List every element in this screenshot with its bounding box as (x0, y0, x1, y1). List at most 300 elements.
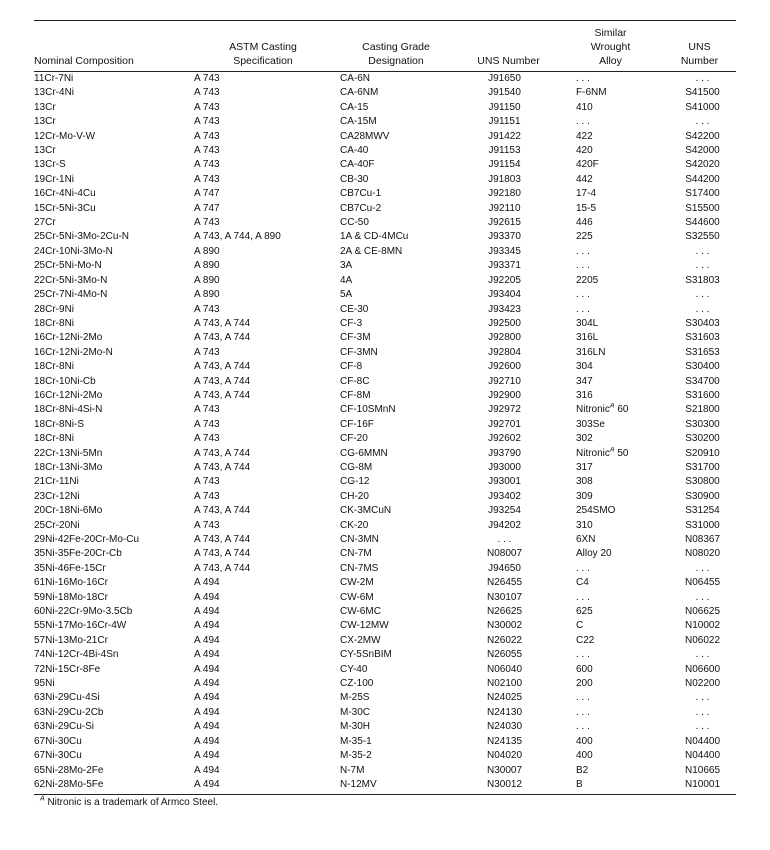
cell-uns: J91151 (488, 116, 521, 128)
cell-uns: N24135 (486, 735, 523, 747)
cell-spec: A 743 (194, 173, 220, 185)
cell-composition: 11Cr-7Ni (34, 73, 74, 84)
cell-spec: A 494 (194, 649, 220, 661)
table-header (34, 21, 736, 68)
cell-composition: 19Cr-1Ni (34, 173, 75, 185)
table-row (34, 331, 736, 345)
cell-uns2: S30900 (685, 490, 720, 502)
cell-grade: M-25S (340, 692, 370, 704)
cell-grade: 5A (340, 289, 353, 301)
cell-spec: A 747 (194, 188, 220, 200)
cast-alloy-table (34, 21, 736, 68)
cell-composition: 95Ni (34, 678, 55, 690)
cell-composition: 74Ni-12Cr-4Bi-4Sn (34, 649, 119, 661)
cell-uns: J93404 (488, 289, 521, 301)
cell-grade: CG-8M (340, 461, 373, 473)
cell-uns: N30107 (486, 591, 523, 603)
table-row (34, 764, 736, 778)
cell-uns: N06040 (486, 663, 523, 675)
cell-spec: A 494 (194, 750, 220, 762)
cell-grade: CN-7MS (340, 562, 379, 574)
table-row (34, 403, 736, 417)
cell-wrought: . . . (576, 706, 590, 718)
cell-wrought: 309 (576, 490, 593, 502)
table-row (34, 735, 736, 749)
cell-composition: 59Ni-18Mo-18Cr (34, 591, 108, 603)
cell-uns2: N10665 (684, 764, 721, 776)
cell-uns2: S44200 (685, 173, 720, 185)
cell-uns: N24025 (486, 692, 523, 704)
cell-spec: A 743 (194, 418, 220, 430)
cell-uns: J94650 (488, 562, 521, 574)
cell-wrought: 304 (576, 361, 593, 373)
cell-spec: A 494 (194, 706, 220, 718)
table-row (34, 86, 736, 100)
table-row (34, 230, 736, 244)
cell-composition: 61Ni-16Mo-16Cr (34, 577, 108, 589)
cell-grade: CY-40 (340, 663, 368, 675)
table-row (34, 303, 736, 317)
table-row (34, 317, 736, 331)
cell-uns: J93001 (488, 476, 521, 488)
cell-wrought: 420 (576, 145, 593, 157)
cell-spec: A 743 (194, 159, 220, 171)
cell-uns2: S42200 (685, 130, 720, 142)
table-row (34, 346, 736, 360)
cell-spec: A 743 (194, 346, 220, 358)
cast-alloy-table-body (34, 72, 736, 792)
cell-uns2: . . . (695, 692, 710, 704)
footnote-ref: A (609, 446, 615, 454)
cell-grade: N-7M (340, 764, 365, 776)
cell-grade: CA-15M (340, 116, 377, 128)
cell-grade: CF-3M (340, 332, 371, 344)
cell-grade: CB-30 (340, 173, 369, 185)
header-uns: UNS Number (477, 55, 540, 67)
cell-composition: 20Cr-18Ni-6Mo (34, 505, 103, 517)
cell-composition: 28Cr-9Ni (34, 303, 75, 315)
cell-spec: A 494 (194, 692, 220, 704)
cell-uns2: N02200 (684, 678, 721, 690)
cell-spec: A 743 (194, 433, 220, 445)
cell-uns2: S41000 (685, 101, 720, 113)
table-row (34, 720, 736, 734)
cell-composition: 67Ni-30Cu (34, 750, 82, 762)
table-row (34, 576, 736, 590)
footnote (34, 797, 736, 808)
cell-wrought: 303Se (576, 418, 605, 430)
cell-wrought: . . . (576, 73, 590, 84)
cell-uns: J91422 (488, 130, 521, 142)
cell-spec: A 494 (194, 634, 220, 646)
table-row (34, 562, 736, 576)
cell-wrought: 400 (576, 750, 593, 762)
cell-composition: 24Cr-10Ni-3Mo-N (34, 245, 113, 257)
cell-spec: A 494 (194, 764, 220, 776)
cell-uns: J92205 (488, 274, 521, 286)
cell-wrought: 625 (576, 606, 593, 618)
cell-uns: . . . (497, 534, 512, 545)
cell-wrought: 317 (576, 461, 593, 473)
cell-grade: CF-8 (340, 361, 363, 373)
cell-grade: 3A (340, 260, 353, 272)
bottom-rule (34, 794, 736, 795)
table-row (34, 461, 736, 475)
cell-spec: A 743, A 744 (194, 389, 251, 401)
cell-grade: CG-12 (340, 476, 370, 488)
cell-grade: CA-40 (340, 145, 369, 157)
cell-composition: 18Cr-8Ni (34, 433, 75, 445)
cell-uns2: S31254 (685, 505, 720, 517)
cell-wrought: 446 (576, 217, 593, 229)
cell-composition: 29Ni-42Fe-20Cr-Mo-Cu (34, 534, 140, 545)
cell-grade: CB7Cu-2 (340, 202, 382, 214)
cell-wrought: 347 (576, 375, 593, 387)
cell-wrought: . . . (576, 721, 590, 733)
table-row (34, 706, 736, 720)
table-row (34, 533, 736, 547)
cell-grade: M-30H (340, 721, 371, 733)
cell-spec: A 743 (194, 476, 220, 488)
cell-uns2: . . . (695, 73, 710, 84)
footnote-ref: A (609, 403, 615, 411)
cell-grade: CA-40F (340, 159, 375, 171)
cell-composition: 57Ni-13Mo-21Cr (34, 634, 108, 646)
cell-composition: 13Cr (34, 145, 56, 157)
cell-uns2: N06022 (684, 634, 721, 646)
cell-wrought: 400 (576, 735, 593, 747)
cell-uns: J93000 (488, 461, 521, 473)
cell-grade: CN-7M (340, 548, 372, 560)
table-row (34, 360, 736, 374)
cell-uns: N04020 (486, 750, 523, 762)
cell-uns: J92180 (488, 188, 521, 200)
table-row (34, 72, 736, 86)
cell-uns: J93254 (488, 505, 521, 517)
cell-grade: CF-20 (340, 433, 368, 445)
cell-composition: 13Cr-S (34, 159, 66, 171)
cell-composition: 25Cr-5Ni-Mo-N (34, 260, 102, 272)
cell-grade: CE-30 (340, 303, 369, 315)
cell-uns2: S42000 (685, 145, 720, 157)
cell-composition: 60Ni-22Cr-9Mo-3.5Cb (34, 606, 133, 618)
cell-grade: M-30C (340, 706, 371, 718)
cell-spec: A 743 (194, 145, 220, 157)
cell-composition: 23Cr-12Ni (34, 490, 80, 502)
cell-grade: CW-6M (340, 591, 374, 603)
cell-spec: A 743, A 744 (194, 562, 251, 574)
cell-grade: CN-3MN (340, 534, 379, 545)
cell-uns2: . . . (695, 116, 710, 128)
cell-uns2: S17400 (685, 188, 720, 200)
cell-wrought: Nitronic$^A$ 50 (576, 446, 629, 459)
table-row (34, 475, 736, 489)
cell-uns: J92804 (488, 346, 521, 358)
cell-composition: 65Ni-28Mo-2Fe (34, 764, 104, 776)
cell-wrought: F-6NM (576, 87, 607, 99)
cell-uns2: S31653 (685, 346, 720, 358)
cell-wrought: 410 (576, 101, 593, 113)
cell-uns2: S15500 (685, 202, 720, 214)
table-row (34, 115, 736, 129)
cell-composition: 62Ni-28Mo-5Fe (34, 778, 104, 790)
cell-uns2: S30400 (685, 361, 720, 373)
cell-spec: A 494 (194, 577, 220, 589)
cell-wrought: 316 (576, 389, 593, 401)
cell-grade: CF-8C (340, 375, 370, 387)
cell-composition: 18Cr-10Ni-Cb (34, 375, 96, 387)
cell-uns2: N06625 (684, 606, 721, 618)
cell-composition: 13Cr-4Ni (34, 87, 75, 99)
cell-grade: CF-3 (340, 317, 363, 329)
cell-grade: CF-16F (340, 418, 374, 430)
cell-spec: A 743, A 744 (194, 361, 251, 373)
cell-uns: J93345 (488, 245, 521, 257)
header-uns2: UNS Number (680, 41, 719, 67)
cell-composition: 22Cr-13Ni-5Mn (34, 447, 103, 459)
cell-grade: CC-50 (340, 217, 369, 229)
cell-grade: 1A & CD-4MCu (340, 231, 409, 243)
table-row (34, 490, 736, 504)
table-row (34, 274, 736, 288)
cell-uns2: S30800 (685, 476, 720, 488)
cell-spec: A 494 (194, 591, 220, 603)
cell-grade: CA-6NM (340, 87, 379, 99)
cell-uns: J91150 (488, 101, 521, 113)
cell-wrought: 304L (576, 317, 599, 329)
cell-wrought: 254SMO (576, 505, 616, 517)
cell-spec: A 494 (194, 678, 220, 690)
cell-composition: 16Cr-12Ni-2Mo (34, 332, 103, 344)
cell-wrought: . . . (576, 116, 590, 128)
table-row (34, 259, 736, 273)
cell-uns: J93423 (488, 303, 521, 315)
cell-composition: 16Cr-12Ni-2Mo-N (34, 346, 113, 358)
cell-uns: J92800 (488, 332, 521, 344)
cell-grade: CG-6MMN (340, 447, 388, 459)
cell-spec: A 890 (194, 289, 220, 301)
cell-wrought: 308 (576, 476, 593, 488)
cell-grade: CF-3MN (340, 346, 378, 358)
cell-spec: A 743, A 744 (194, 317, 251, 329)
cell-uns2: . . . (695, 706, 710, 718)
cell-uns: J91154 (488, 159, 521, 171)
cell-uns: J92602 (488, 433, 521, 445)
cell-uns: J93370 (488, 231, 521, 243)
cell-composition: 25Cr-20Ni (34, 519, 80, 531)
cell-uns: J93790 (488, 447, 521, 459)
cell-spec: A 743, A 744, A 890 (194, 231, 281, 243)
cell-spec: A 743 (194, 87, 220, 99)
cell-uns: N24030 (486, 721, 523, 733)
cell-composition: 72Ni-15Cr-8Fe (34, 663, 101, 675)
cell-spec: A 743 (194, 101, 220, 113)
cell-uns2: S34700 (685, 375, 720, 387)
cell-wrought: 420F (576, 159, 599, 171)
cell-uns2: . . . (695, 260, 710, 272)
cell-uns2: . . . (695, 721, 710, 733)
cell-uns2: S31000 (685, 519, 720, 531)
table-row (34, 173, 736, 187)
cell-spec: A 494 (194, 778, 220, 790)
table-row (34, 101, 736, 115)
cell-wrought: . . . (576, 289, 590, 301)
cell-uns2: N10001 (684, 778, 721, 790)
cell-wrought: 6XN (576, 534, 596, 545)
cell-wrought: Alloy 20 (576, 548, 612, 560)
cell-uns: J92972 (488, 404, 521, 416)
cell-composition: 22Cr-5Ni-3Mo-N (34, 274, 108, 286)
cell-wrought: . . . (576, 649, 590, 661)
table-row (34, 432, 736, 446)
cell-grade: CW-6MC (340, 606, 381, 618)
cell-composition: 12Cr-Mo-V-W (34, 130, 96, 142)
cell-uns: J92710 (488, 375, 521, 387)
cell-wrought: 422 (576, 130, 593, 142)
table-row (34, 288, 736, 302)
cell-grade: 2A & CE-8MN (340, 245, 403, 257)
cell-wrought: 600 (576, 663, 593, 675)
cell-wrought: 302 (576, 433, 593, 445)
cell-uns: N26055 (486, 649, 523, 661)
cell-spec: A 743, A 744 (194, 447, 251, 459)
cell-wrought: 225 (576, 231, 593, 243)
cell-wrought: . . . (576, 562, 590, 574)
cell-uns: J92110 (488, 202, 521, 214)
cell-uns: J92600 (488, 361, 521, 373)
cell-composition: 18Cr-8Ni-4Si-N (34, 404, 103, 416)
table-row (34, 187, 736, 201)
cell-uns2: S31803 (685, 274, 720, 286)
cell-wrought: 200 (576, 678, 593, 690)
cell-spec: A 743, A 744 (194, 548, 251, 560)
cell-grade: CW-2M (340, 577, 374, 589)
cell-uns: J91803 (488, 173, 521, 185)
cell-grade: N-12MV (340, 778, 377, 790)
cell-uns2: N06600 (684, 663, 721, 675)
cell-uns: J94202 (488, 519, 521, 531)
cell-grade: M-35-1 (340, 735, 372, 747)
cell-composition: 55Ni-17Mo-16Cr-4W (34, 620, 127, 632)
cell-spec: A 743, A 744 (194, 534, 251, 545)
cell-wrought: B2 (576, 764, 589, 776)
table-row (34, 691, 736, 705)
alloy-table-page (34, 20, 736, 808)
table-row (34, 591, 736, 605)
cell-uns2: S41500 (685, 87, 720, 99)
cell-composition: 35Ni-35Fe-20Cr-Cb (34, 548, 122, 560)
cell-uns: N26022 (486, 634, 523, 646)
cell-wrought: B (576, 778, 583, 790)
cell-composition: 63Ni-29Cu-2Cb (34, 706, 104, 718)
header-wrought: Similar Wrought Alloy (590, 27, 631, 67)
cell-spec: A 494 (194, 721, 220, 733)
cell-spec: A 890 (194, 260, 220, 272)
cell-composition: 18Cr-8Ni-S (34, 418, 85, 430)
cell-wrought: 310 (576, 519, 593, 531)
table-body (34, 72, 736, 792)
cell-spec: A 743 (194, 303, 220, 315)
cell-grade: CB7Cu-1 (340, 188, 382, 200)
table-row (34, 778, 736, 792)
cell-grade: CH-20 (340, 490, 369, 502)
cell-uns2: S30403 (685, 317, 720, 329)
table-row (34, 375, 736, 389)
cell-grade: M-35-2 (340, 750, 372, 762)
table-row (34, 547, 736, 561)
table-row (34, 504, 736, 518)
cell-uns2: N06455 (684, 577, 721, 589)
cell-uns: J93371 (488, 260, 521, 272)
cell-uns: J91153 (488, 145, 521, 157)
cell-spec: A 743 (194, 116, 220, 128)
cell-wrought: 2205 (576, 274, 599, 286)
table-row (34, 389, 736, 403)
table-row (34, 418, 736, 432)
cell-wrought: Nitronic$^A$ 60 (576, 403, 629, 416)
cell-uns2: S44600 (685, 217, 720, 229)
table-row (34, 749, 736, 763)
cell-wrought: 442 (576, 173, 593, 185)
cell-uns2: S32550 (685, 231, 720, 243)
cell-composition: 25Cr-5Ni-3Mo-2Cu-N (34, 231, 130, 243)
cell-composition: 16Cr-4Ni-4Cu (34, 188, 96, 200)
cell-grade: CA-15 (340, 101, 369, 113)
cell-uns: N24130 (486, 706, 523, 718)
cell-spec: A 743, A 744 (194, 375, 251, 387)
cell-uns2: . . . (695, 591, 710, 603)
cell-grade: CF-8M (340, 389, 371, 401)
cell-spec: A 743 (194, 73, 220, 84)
table-row (34, 447, 736, 461)
cell-composition: 18Cr-8Ni (34, 317, 75, 329)
cell-wrought: 17-4 (576, 188, 597, 200)
cell-uns2: . . . (695, 289, 710, 301)
cell-uns: N30007 (486, 764, 523, 776)
cell-spec: A 890 (194, 274, 220, 286)
cell-wrought: . . . (576, 591, 590, 603)
table-row (34, 634, 736, 648)
header-composition: Nominal Composition (34, 55, 134, 67)
cell-grade: CY-5SnBIM (340, 649, 392, 661)
cell-spec: A 747 (194, 202, 220, 214)
cell-composition: 63Ni-29Cu-Si (34, 721, 95, 733)
cell-composition: 13Cr (34, 101, 56, 113)
cell-uns2: S20910 (685, 447, 720, 459)
cell-composition: 67Ni-30Cu (34, 735, 82, 747)
cell-wrought: . . . (576, 692, 590, 704)
cell-uns: N26625 (486, 606, 523, 618)
cell-uns2: N04400 (684, 750, 721, 762)
cell-wrought: C4 (576, 577, 589, 589)
table-row (34, 245, 736, 259)
cell-uns: J92900 (488, 389, 521, 401)
cell-spec: A 743 (194, 217, 220, 229)
cell-uns2: N08367 (684, 534, 721, 545)
cell-grade: CA-6N (340, 73, 371, 84)
table-row (34, 619, 736, 633)
table-row (34, 144, 736, 158)
footnote-text: Nitronic is a trademark of Armco Steel. (44, 797, 219, 809)
cell-wrought: . . . (576, 245, 590, 257)
cell-uns2: . . . (695, 562, 710, 574)
cell-spec: A 743 (194, 490, 220, 502)
cell-spec: A 494 (194, 663, 220, 675)
cell-uns2: S21800 (685, 404, 720, 416)
cell-uns2: S30300 (685, 418, 720, 430)
cell-grade: CK-3MCuN (340, 505, 392, 517)
cell-uns2: . . . (695, 303, 710, 315)
